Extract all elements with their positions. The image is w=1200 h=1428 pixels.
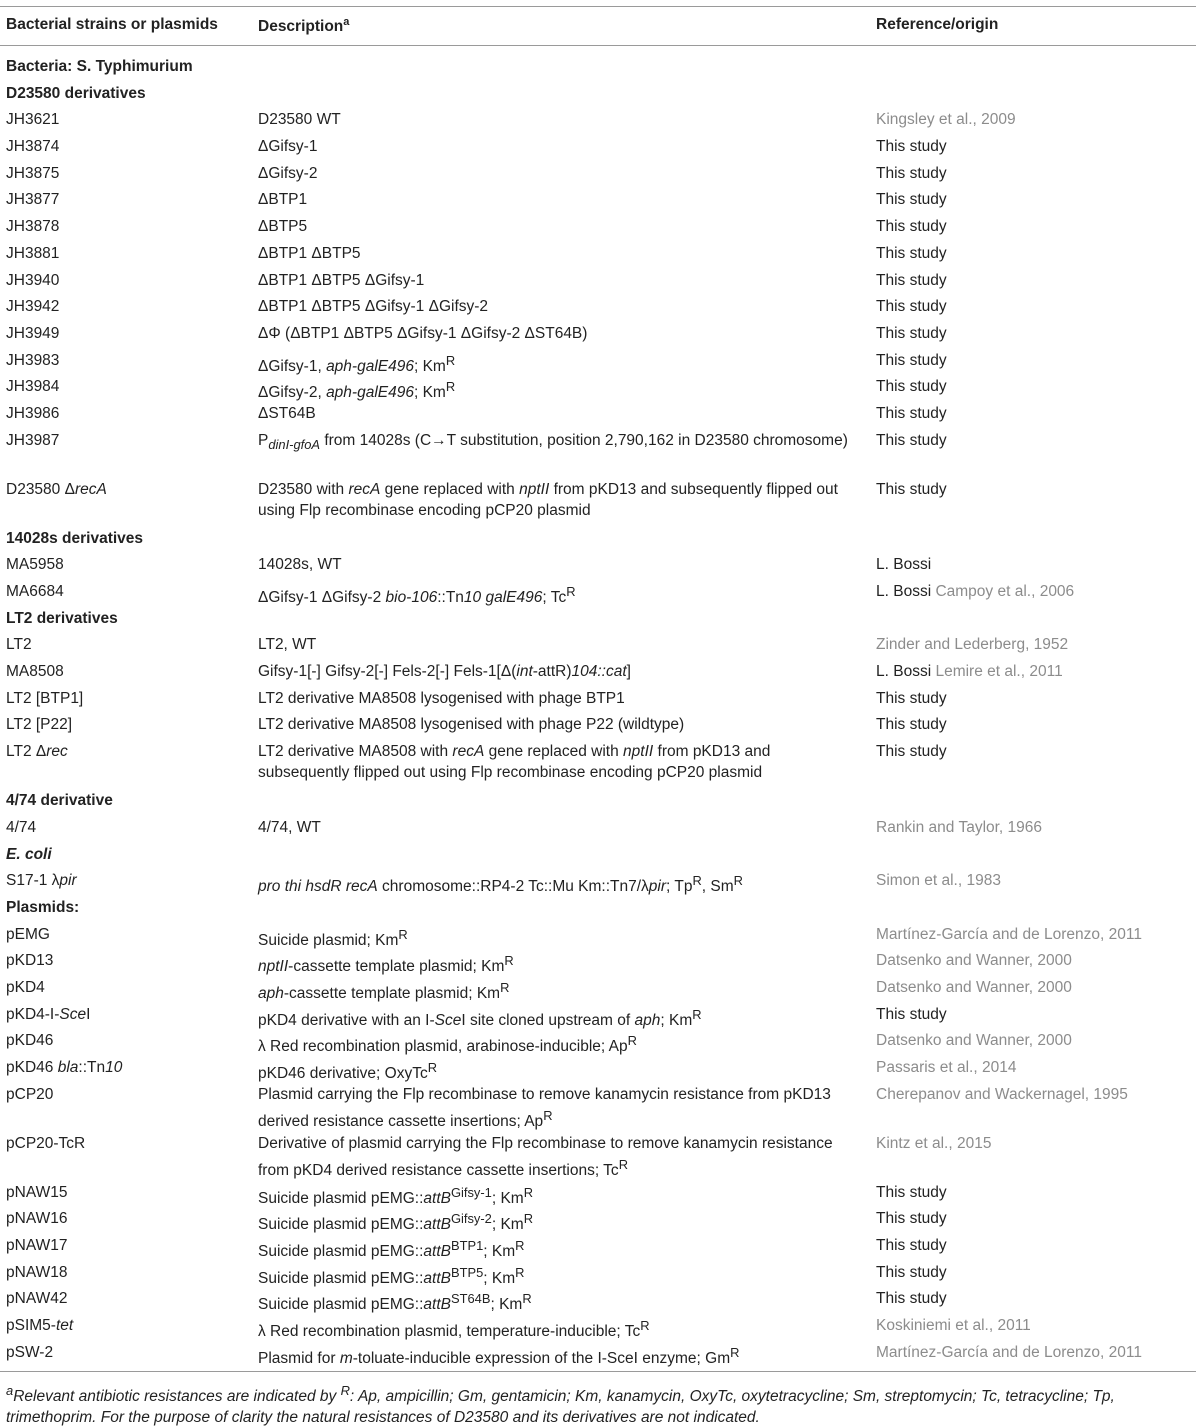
strain-cell: LT2 [P22] — [6, 716, 73, 734]
description-cell: ΔBTP1 ΔBTP5 — [258, 244, 361, 262]
strain-cell: pNAW42 — [6, 1290, 68, 1308]
table-row — [0, 579, 1200, 606]
reference-cell: This study — [876, 1263, 947, 1281]
table-row — [0, 214, 1200, 241]
reference-cell: Kintz et al., 2015 — [876, 1134, 992, 1152]
table-row — [0, 401, 1200, 428]
strain-cell: JH3942 — [6, 298, 60, 316]
header-rule — [0, 45, 1196, 46]
description-cell: λ Red recombination plasmid, temperature-inducible; $Tc^R$ — [258, 1318, 650, 1341]
description-cell: λ Red recombination plasmid, arabinose-inducible; $Ap^R$ — [258, 1033, 637, 1056]
reference-cell: Zinder and Lederberg, 1952 — [876, 636, 1069, 654]
table-row — [0, 1002, 1200, 1029]
description-cell: ΔΦ (ΔBTP1 ΔBTP5 ΔGifsy-1 ΔGifsy-2 ΔST64B) — [258, 324, 588, 342]
reference-cell: This study — [876, 138, 947, 156]
table-row — [0, 1028, 1200, 1055]
reference-cell: This study — [876, 1237, 947, 1255]
strain-cell: JH3940 — [6, 271, 60, 289]
description-cell: pKD46 derivative; OxyTc$^R$ — [258, 1060, 438, 1083]
reference-cell: Rankin and Taylor, 1966 — [876, 818, 1043, 836]
header-strains: Bacterial strains or plasmids — [6, 16, 218, 33]
reference-cell: Datsenko and Wanner, 2000 — [876, 978, 1072, 996]
strain-cell: JH3983 — [6, 351, 60, 369]
reference-cell: Simon et al., 1983 — [876, 872, 1001, 890]
table-row — [0, 1206, 1200, 1233]
strain-cell: pNAW17 — [6, 1237, 68, 1255]
table-row — [0, 712, 1200, 739]
table-row — [0, 268, 1200, 295]
description-cell: pro thi hsdR recA chromosome::RP4-2 Tc::Mu Km::Tn7/λpir; $Tp^R$, $Sm^R$ — [258, 873, 743, 896]
strain-cell: pKD13 — [6, 952, 54, 970]
description-cell: Plasmid carrying the Flp recombinase to remove kanamycin resistance from pKD13 derived resistance cassette insertions; $Ap^R$ — [258, 1085, 831, 1130]
description-cell: ΔST64B — [258, 404, 316, 422]
table-row — [0, 321, 1200, 348]
table-body — [0, 54, 1200, 1367]
strain-cell: 14028s derivatives — [6, 529, 144, 547]
description-cell: ΔGifsy-1 ΔGifsy-2 bio-106::Tn10 galE496; $Tc^R$ — [258, 584, 576, 607]
table-footnote: $^a$Relevant antibiotic resistances are indicated by $^R$: Ap, ampicillin; Gm, gentamicin; Km, kanamycin, OxyTc, oxytetracycline; Sm, streptomycin; Tc, tetracycline; Tp, trimethoprim. For the purpose of clarity the natural resistances of D23580 and its derivatives are not indicated. — [6, 1383, 1115, 1427]
table-row — [0, 552, 1200, 579]
table-row — [0, 428, 1200, 477]
description-cell: LT2 derivative MA8508 lysogenised with phage BTP1 — [258, 689, 625, 707]
description-cell: Gifsy-1[-] Gifsy-2[-] Fels-2[-] Fels-1[Δ(int-attR)104::cat] — [258, 663, 631, 681]
reference-cell: This study — [876, 378, 947, 396]
section-header-row — [0, 842, 1200, 869]
description-cell: D23580 WT — [258, 111, 341, 129]
strain-cell: LT2 [BTP1] — [6, 689, 84, 707]
description-cell: Suicide plasmid pEMG::attB$^{BTP5}$; $Km^R$ — [258, 1264, 525, 1287]
table-row — [0, 241, 1200, 268]
table-row — [0, 739, 1200, 788]
strain-cell: Plasmids: — [6, 898, 80, 916]
description-cell: Derivative of plasmid carrying the Flp recombinase to remove kanamycin resistance from pKD4 derived resistance cassette insertions; $Tc^R$ — [258, 1134, 833, 1179]
section-header-row — [0, 54, 1200, 81]
description-cell: ΔGifsy-1, aph-galE496; $Km^R$ — [258, 352, 456, 375]
reference-cell: This study — [876, 743, 947, 761]
table-row — [0, 815, 1200, 842]
reference-cell: This study — [876, 1005, 947, 1023]
reference-cell: L. Bossi Lemire et al., 2011 — [876, 663, 1063, 681]
strain-cell: Bacteria: S. Typhimurium — [6, 58, 193, 75]
reference-cell: This study — [876, 689, 947, 707]
description-cell: Suicide plasmid pEMG::attB$^{Gifsy-2}$; $Km^R$ — [258, 1211, 534, 1234]
reference-cell: L. Bossi Campoy et al., 2006 — [876, 583, 1075, 600]
reference-cell: This study — [876, 244, 947, 262]
table-row — [0, 686, 1200, 713]
description-cell: ΔGifsy-1 — [258, 138, 318, 156]
table-row — [0, 1180, 1200, 1207]
reference-cell: This study — [876, 480, 947, 498]
table-row — [0, 868, 1200, 895]
table-row — [0, 975, 1200, 1002]
reference-cell: This study — [876, 404, 947, 422]
table-row — [0, 1082, 1200, 1131]
strain-cell: pSIM5-tet — [6, 1317, 74, 1335]
strain-cell: S17-1 λpir — [6, 872, 77, 890]
table-row — [0, 374, 1200, 401]
header-description: Description$^a$ — [258, 16, 350, 36]
reference-cell: Martínez-García and de Lorenzo, 2011 — [876, 925, 1142, 943]
description-cell: Suicide plasmid; $Km^R$ — [258, 926, 408, 949]
reference-cell: Passaris et al., 2014 — [876, 1059, 1017, 1076]
table-row — [0, 348, 1200, 375]
strain-cell: JH3949 — [6, 324, 60, 342]
description-cell: Suicide plasmid pEMG::attB$^{ST64B}$; $Km^R$ — [258, 1291, 532, 1314]
strain-cell: LT2 derivatives — [6, 609, 118, 627]
header-reference: Reference/origin — [876, 16, 999, 33]
strain-cell: pSW-2 — [6, 1343, 54, 1361]
strain-cell: pKD46 bla::Tn10 — [6, 1059, 123, 1076]
strain-cell: pKD4-I-SceI — [6, 1005, 91, 1023]
table-row — [0, 1313, 1200, 1340]
strain-cell: LT2 Δrec — [6, 743, 68, 761]
strain-cell: pKD46 — [6, 1032, 54, 1050]
reference-cell: Datsenko and Wanner, 2000 — [876, 952, 1072, 970]
reference-cell: This study — [876, 1210, 947, 1228]
reference-cell: Koskiniemi et al., 2011 — [876, 1317, 1031, 1335]
table-row — [0, 187, 1200, 214]
description-cell: nptII-cassette template plasmid; $Km^R$ — [258, 953, 514, 976]
reference-cell: This study — [876, 1183, 947, 1201]
strain-cell: JH3875 — [6, 164, 60, 182]
table-row — [0, 1286, 1200, 1313]
strain-cell: pNAW18 — [6, 1263, 68, 1281]
strain-cell: E. coli — [6, 845, 52, 863]
reference-cell: Martínez-García and de Lorenzo, 2011 — [876, 1343, 1142, 1361]
table-top-rule — [0, 6, 1196, 7]
reference-cell: This study — [876, 431, 947, 449]
reference-cell: This study — [876, 351, 947, 369]
strain-cell: 4/74 — [6, 818, 37, 836]
description-cell: ΔGifsy-2, aph-galE496; $Km^R$ — [258, 379, 456, 402]
reference-cell: This study — [876, 218, 947, 236]
table-row — [0, 107, 1200, 134]
strain-cell: JH3874 — [6, 138, 60, 156]
description-cell: 14028s, WT — [258, 556, 342, 574]
description-cell: Suicide plasmid pEMG::attB$^{Gifsy-1}$; $Km^R$ — [258, 1184, 534, 1207]
strain-cell: pNAW16 — [6, 1210, 68, 1228]
strain-cell: 4/74 derivative — [6, 792, 113, 810]
table-bottom-rule — [0, 1371, 1196, 1372]
strain-cell: D23580 ΔrecA — [6, 480, 107, 498]
strain-cell: MA8508 — [6, 663, 64, 681]
description-cell: Suicide plasmid pEMG::attB$^{BTP1}$; $Km^R$ — [258, 1238, 525, 1261]
table-row — [0, 1260, 1200, 1287]
reference-cell: This study — [876, 164, 947, 182]
table-row — [0, 1131, 1200, 1180]
reference-cell: This study — [876, 1290, 947, 1308]
description-cell: LT2 derivative MA8508 with recA gene replaced with nptII from pKD13 and subsequently flipped out using Flp recombinase encoding pCP20 plasmid — [258, 743, 771, 782]
strain-cell: JH3621 — [6, 111, 60, 129]
table-row — [0, 1055, 1200, 1082]
reference-cell: This study — [876, 271, 947, 289]
strain-cell: pCP20-TcR — [6, 1134, 86, 1152]
section-header-row — [0, 526, 1200, 553]
table-row — [0, 632, 1200, 659]
strain-cell: pKD4 — [6, 978, 45, 996]
reference-cell: Kingsley et al., 2009 — [876, 111, 1016, 129]
description-cell: D23580 with recA gene replaced with nptII from pKD13 and subsequently flipped out using Flp recombinase encoding pCP20 plasmid — [258, 480, 838, 519]
table-row — [0, 1233, 1200, 1260]
description-cell: Plasmid for m-toluate-inducible expression of the I-SceI enzyme; $Gm^R$ — [258, 1344, 740, 1367]
strain-cell: JH3987 — [6, 431, 60, 449]
reference-cell: This study — [876, 298, 947, 316]
strain-cell: JH3878 — [6, 218, 60, 236]
strain-cell: MA5958 — [6, 556, 64, 574]
description-cell: 4/74, WT — [258, 818, 321, 836]
table-row — [0, 477, 1200, 526]
table-row — [0, 948, 1200, 975]
table-row — [0, 659, 1200, 686]
strain-cell: pCP20 — [6, 1085, 54, 1103]
strain-cell: pEMG — [6, 925, 50, 943]
strain-cell: D23580 derivatives — [6, 84, 146, 102]
reference-cell: Datsenko and Wanner, 2000 — [876, 1032, 1072, 1050]
description-cell: LT2, WT — [258, 636, 317, 654]
table-row — [0, 134, 1200, 161]
description-cell: ΔBTP1 ΔBTP5 ΔGifsy-1 — [258, 271, 425, 289]
strain-cell: JH3984 — [6, 378, 60, 396]
reference-cell: Cherepanov and Wackernagel, 1995 — [876, 1085, 1128, 1103]
strain-cell: LT2 — [6, 636, 32, 654]
reference-cell: This study — [876, 324, 947, 342]
description-cell: ΔBTP1 ΔBTP5 ΔGifsy-1 ΔGifsy-2 — [258, 298, 489, 316]
section-header-row — [0, 788, 1200, 815]
strain-cell: JH3881 — [6, 244, 60, 262]
description-cell: aph-cassette template plasmid; $Km^R$ — [258, 979, 510, 1003]
section-header-row — [0, 81, 1200, 108]
section-header-row — [0, 606, 1200, 633]
reference-cell: This study — [876, 191, 947, 209]
strain-cell: pNAW15 — [6, 1183, 68, 1201]
reference-cell: L. Bossi — [876, 556, 932, 574]
table-row — [0, 922, 1200, 949]
strain-cell: MA6684 — [6, 583, 64, 600]
description-cell: ΔGifsy-2 — [258, 164, 318, 182]
section-header-row — [0, 895, 1200, 922]
description-cell: $P_{dinI-gfoA}$ from 14028s (C→T substitution, position 2,790,162 in D23580 chromosome) — [258, 431, 848, 452]
strain-cell: JH3986 — [6, 404, 60, 422]
table-row — [0, 294, 1200, 321]
description-cell: LT2 derivative MA8508 lysogenised with phage P22 (wildtype) — [258, 716, 685, 734]
reference-cell: This study — [876, 716, 947, 734]
table-row — [0, 1340, 1200, 1367]
strain-cell: JH3877 — [6, 191, 60, 209]
description-cell: ΔBTP5 — [258, 218, 308, 236]
table-row — [0, 161, 1200, 188]
description-cell: ΔBTP1 — [258, 191, 308, 209]
description-cell: pKD4 derivative with an I-SceI site cloned upstream of aph; $Km^R$ — [258, 1006, 702, 1029]
